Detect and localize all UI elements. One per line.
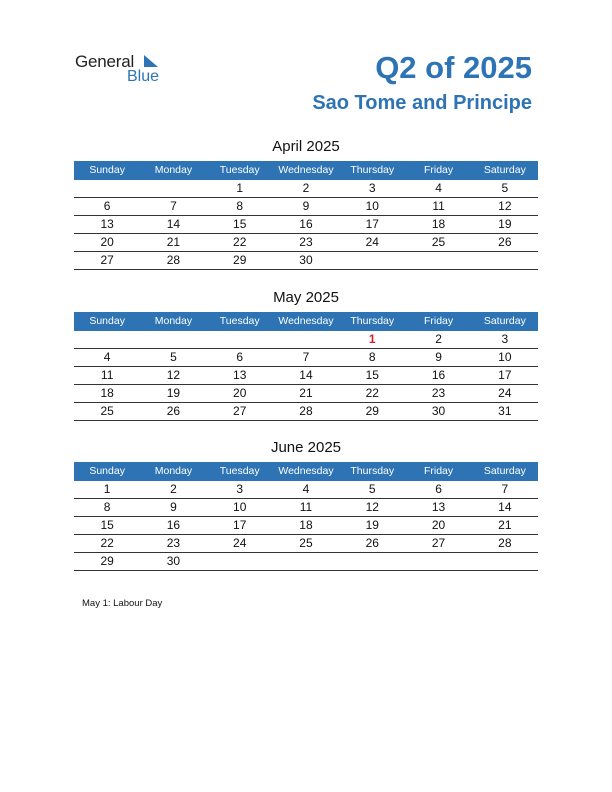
day-cell bbox=[472, 252, 538, 269]
day-cell: 13 bbox=[431, 500, 446, 514]
weekday-label: Tuesday bbox=[219, 315, 260, 327]
day-cell: 3 bbox=[501, 332, 509, 346]
day-cell bbox=[339, 553, 405, 570]
day-cell: 1 bbox=[236, 181, 244, 195]
day-cell: 26 bbox=[365, 536, 379, 550]
day-cell: 5 bbox=[368, 482, 376, 496]
day-cell: 20 bbox=[233, 386, 247, 400]
day-cell: 26 bbox=[498, 235, 512, 249]
weekday-header bbox=[74, 462, 538, 481]
day-cell: 28 bbox=[166, 253, 181, 267]
holiday-day-cell: 1 bbox=[368, 332, 376, 346]
weeks bbox=[74, 331, 538, 421]
day-cell: 5 bbox=[170, 350, 177, 364]
day-cell: 22 bbox=[233, 235, 247, 249]
day-cell: 1 bbox=[103, 482, 111, 496]
day-cell: 30 bbox=[166, 554, 181, 568]
day-cell: 30 bbox=[431, 404, 446, 418]
day-cell: 27 bbox=[233, 404, 247, 418]
week-row bbox=[74, 198, 538, 216]
day-cell: 14 bbox=[299, 368, 313, 382]
day-cell: 6 bbox=[103, 199, 111, 213]
day-cell: 27 bbox=[431, 536, 446, 550]
weekday-header bbox=[74, 312, 538, 331]
day-cell: 9 bbox=[435, 350, 442, 364]
day-cell: 5 bbox=[501, 181, 509, 195]
holiday-note: May 1: Labour Day bbox=[82, 598, 163, 609]
day-cell: 23 bbox=[431, 386, 446, 400]
weekday-label: Tuesday bbox=[219, 465, 260, 477]
day-cell: 22 bbox=[365, 386, 379, 400]
logo-blue-text: Blue bbox=[127, 68, 160, 85]
day-cell: 16 bbox=[431, 368, 446, 382]
weekday-label: Wednesday bbox=[278, 164, 334, 176]
weekday-label: Wednesday bbox=[278, 315, 334, 327]
day-cell: 15 bbox=[233, 217, 247, 231]
day-cell: 11 bbox=[100, 368, 114, 382]
day-cell: 28 bbox=[299, 404, 313, 418]
day-cell: 25 bbox=[431, 235, 446, 249]
week-row bbox=[74, 517, 538, 535]
day-cell: 29 bbox=[365, 404, 379, 418]
day-cell: 16 bbox=[166, 518, 181, 532]
day-cell bbox=[273, 553, 339, 570]
day-cell: 17 bbox=[233, 518, 247, 532]
day-cell: 9 bbox=[170, 500, 177, 514]
day-cell: 9 bbox=[302, 199, 310, 213]
day-cell: 4 bbox=[435, 181, 442, 195]
week-row bbox=[74, 499, 538, 517]
day-cell bbox=[207, 331, 273, 348]
day-cell bbox=[74, 180, 140, 197]
day-cell: 18 bbox=[299, 518, 313, 532]
day-cell: 25 bbox=[299, 536, 313, 550]
week-row bbox=[74, 481, 538, 499]
day-cell: 13 bbox=[100, 217, 114, 231]
week-row bbox=[74, 252, 538, 270]
day-cell: 8 bbox=[236, 199, 244, 213]
day-cell: 6 bbox=[435, 482, 442, 496]
week-row bbox=[74, 234, 538, 252]
month-calendar-june bbox=[74, 438, 538, 571]
day-cell bbox=[74, 331, 140, 348]
day-cell: 24 bbox=[365, 235, 379, 249]
day-cell: 6 bbox=[236, 350, 244, 364]
day-cell bbox=[140, 331, 206, 348]
day-cell bbox=[339, 252, 405, 269]
weeks bbox=[74, 180, 538, 270]
week-row bbox=[74, 385, 538, 403]
day-cell: 12 bbox=[166, 368, 181, 382]
day-cell: 10 bbox=[498, 350, 512, 364]
day-cell: 11 bbox=[299, 500, 313, 514]
week-row bbox=[74, 216, 538, 234]
weekday-header bbox=[74, 161, 538, 180]
day-cell: 17 bbox=[365, 217, 379, 231]
day-cell: 19 bbox=[365, 518, 379, 532]
day-cell: 15 bbox=[365, 368, 379, 382]
day-cell: 4 bbox=[302, 482, 310, 496]
day-cell: 17 bbox=[498, 368, 512, 382]
day-cell: 24 bbox=[233, 536, 247, 550]
month-calendar-may bbox=[74, 288, 538, 421]
day-cell: 30 bbox=[299, 253, 313, 267]
weekday-label: Saturday bbox=[483, 315, 526, 327]
day-cell: 8 bbox=[103, 500, 111, 514]
day-cell: 31 bbox=[498, 404, 512, 418]
quarter-title: Q2 of 2025 bbox=[375, 50, 532, 85]
day-cell: 20 bbox=[431, 518, 446, 532]
week-row bbox=[74, 180, 538, 198]
day-cell: 21 bbox=[299, 386, 313, 400]
day-cell: 26 bbox=[166, 404, 181, 418]
day-cell: 18 bbox=[431, 217, 446, 231]
weekday-label: Thursday bbox=[350, 315, 395, 327]
day-cell bbox=[273, 331, 339, 348]
day-cell: 3 bbox=[368, 181, 376, 195]
day-cell: 14 bbox=[166, 217, 181, 231]
generalblue-logo bbox=[75, 52, 175, 88]
day-cell: 14 bbox=[498, 500, 512, 514]
day-cell: 2 bbox=[435, 332, 442, 346]
day-cell: 10 bbox=[365, 199, 379, 213]
day-cell: 13 bbox=[233, 368, 247, 382]
logo-general-text: General bbox=[75, 52, 135, 71]
month-title: May 2025 bbox=[273, 289, 339, 306]
day-cell: 27 bbox=[100, 253, 114, 267]
day-cell: 7 bbox=[501, 482, 509, 496]
day-cell: 20 bbox=[100, 235, 114, 249]
week-row bbox=[74, 535, 538, 553]
day-cell bbox=[207, 553, 273, 570]
weekday-label: Saturday bbox=[483, 465, 526, 477]
day-cell: 16 bbox=[299, 217, 313, 231]
day-cell: 4 bbox=[103, 350, 111, 364]
month-title: April 2025 bbox=[272, 138, 340, 155]
weekday-label: Thursday bbox=[350, 465, 395, 477]
day-cell: 21 bbox=[166, 235, 181, 249]
weekday-label: Sunday bbox=[89, 164, 125, 176]
weekday-label: Friday bbox=[423, 164, 454, 176]
weekday-label: Saturday bbox=[483, 164, 526, 176]
weekday-label: Friday bbox=[423, 465, 454, 477]
day-cell: 7 bbox=[302, 350, 310, 364]
weekday-label: Tuesday bbox=[219, 164, 260, 176]
day-cell bbox=[405, 252, 471, 269]
weekday-label: Monday bbox=[154, 164, 193, 176]
week-row bbox=[74, 403, 538, 421]
day-cell: 7 bbox=[170, 199, 177, 213]
day-cell bbox=[472, 553, 538, 570]
country-name: Sao Tome and Principe bbox=[312, 92, 532, 114]
logo-triangle-icon bbox=[144, 55, 158, 67]
day-cell: 10 bbox=[233, 500, 247, 514]
week-row bbox=[74, 553, 538, 571]
weekday-label: Wednesday bbox=[278, 465, 334, 477]
day-cell: 21 bbox=[498, 518, 512, 532]
day-cell: 12 bbox=[498, 199, 512, 213]
week-row bbox=[74, 331, 538, 349]
weeks bbox=[74, 481, 538, 571]
week-row bbox=[74, 349, 538, 367]
day-cell: 2 bbox=[170, 482, 177, 496]
weekday-label: Thursday bbox=[350, 164, 395, 176]
day-cell: 18 bbox=[100, 386, 114, 400]
day-cell: 15 bbox=[100, 518, 114, 532]
day-cell: 23 bbox=[166, 536, 181, 550]
day-cell: 24 bbox=[498, 386, 512, 400]
day-cell: 29 bbox=[100, 554, 114, 568]
day-cell: 19 bbox=[166, 386, 181, 400]
day-cell: 11 bbox=[432, 199, 445, 213]
day-cell: 28 bbox=[498, 536, 512, 550]
weekday-label: Monday bbox=[154, 465, 193, 477]
week-row bbox=[74, 367, 538, 385]
day-cell: 22 bbox=[100, 536, 114, 550]
weekday-label: Sunday bbox=[89, 465, 125, 477]
day-cell: 23 bbox=[299, 235, 313, 249]
month-title: June 2025 bbox=[270, 439, 342, 456]
day-cell: 8 bbox=[368, 350, 376, 364]
day-cell bbox=[405, 553, 471, 570]
day-cell: 2 bbox=[302, 181, 310, 195]
weekday-label: Friday bbox=[423, 315, 454, 327]
day-cell: 29 bbox=[233, 253, 247, 267]
day-cell: 25 bbox=[100, 404, 114, 418]
day-cell bbox=[140, 180, 206, 197]
day-cell: 3 bbox=[236, 482, 244, 496]
holiday-notes bbox=[82, 598, 162, 609]
weekday-label: Sunday bbox=[89, 315, 125, 327]
day-cell: 12 bbox=[365, 500, 379, 514]
day-cell: 19 bbox=[498, 217, 512, 231]
weekday-label: Monday bbox=[154, 315, 193, 327]
month-calendar-april bbox=[74, 137, 538, 270]
